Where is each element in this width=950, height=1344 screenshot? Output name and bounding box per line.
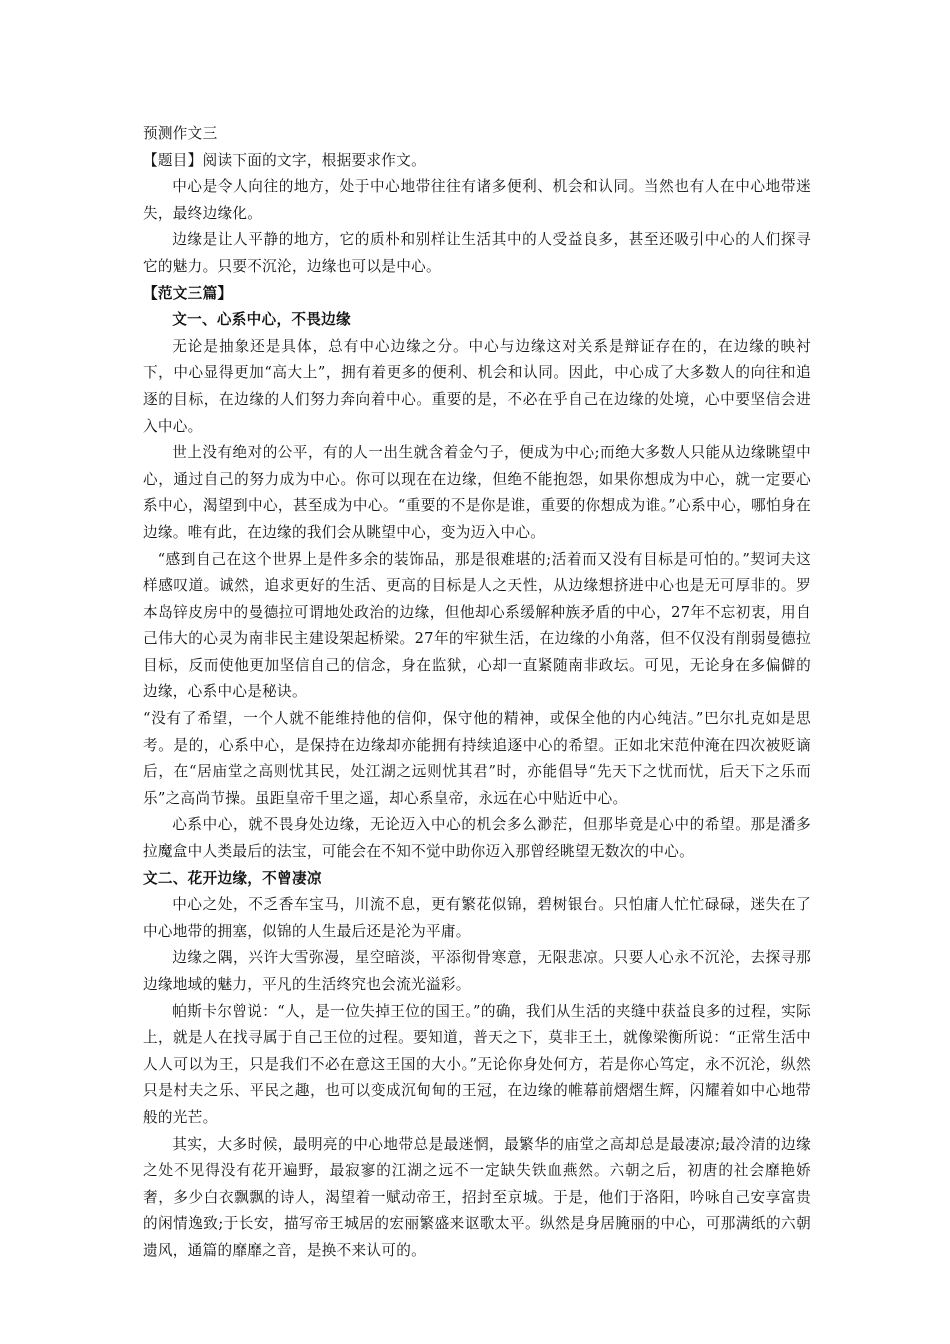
essay-2-paragraph: 中心之处，不乏香车宝马，川流不息，更有繁花似锦，碧树银台。只怕庸人忙忙碌碌，迷失在了中心地带的拥塞，似锦的人生最后还是沦为平庸。: [143, 896, 811, 940]
section-label: 【范文三篇】: [143, 284, 233, 302]
prompt-paragraph: 边缘是让人平静的地方，它的质朴和别样让生活其中的人受益良多，甚至还吸引中心的人们探寻它的魅力。只要不沉沦，边缘也可以是中心。: [143, 231, 811, 275]
document-page: [143, 121, 811, 1265]
essay-2-paragraph: 其实，大多时候，最明亮的中心地带总是最迷惘，最繁华的庙堂之高却总是最凄凉;最冷清的边缘之处不见得没有花开遍野，最寂寥的江湖之远不一定缺失铁血燕然。六朝之后，初唐的社会靡艳娇奢，多少白衣飘飘的诗人，渴望着一赋动帝王，招封至京城。于是，他们于洛阳，吟咏自己安享富贵的闲情逸致;于长安，描写帝王城居的宏丽繁盛来讴歌太平。纵然是身居腌丽的中心，可那满纸的六朝遗风，通篇的靡靡之音，是换不来认可的。: [143, 1135, 811, 1259]
prompt-line: [143, 148, 811, 175]
prompt-label: 【题目】: [143, 151, 203, 169]
essay-1-paragraph: 无论是抽象还是具体，总有中心边缘之分。中心与边缘这对关系是辩证存在的，在边缘的映衬下，中心显得更加“高大上”，拥有着更多的便利、机会和认同。因此，中心成了大多数人的向往和追逐的目标，在边缘的人们努力奔向着中心。重要的是，不必在乎自己在边缘的处境，心中要坚信会进入中心。: [143, 337, 811, 435]
prompt-text: 阅读下面的文字，根据要求作文。: [202, 151, 426, 169]
document-header: 预测作文三: [143, 125, 218, 142]
essay-1-title: 文一、心系中心，不畏边缘: [172, 311, 351, 329]
essay-2-paragraph: 边缘之隅，兴许大雪弥漫，星空暗淡，平添彻骨寒意，无限悲凉。只要人心永不沉沦，去探寻那边缘地域的魅力，平凡的生活终究也会流光溢彩。: [143, 949, 811, 993]
essay-1-paragraph: “没有了希望，一个人就不能维持他的信仰，保守他的精神，或保全他的内心纯洁。”巴尔扎克如是思考。是的，心系中心，是保持在边缘却亦能拥有持续追逐中心的希望。正如北宋范仲淹在四次被贬谪后，在“居庙堂之高则忧其民，处江湖之远则忧其君”时，亦能倡导“先天下之忧而忧，后天下之乐而乐”之高尚节操。虽距皇帝千里之遥，却心系皇帝，永远在心中贴近中心。: [143, 710, 811, 807]
essay-1-paragraph: 世上没有绝对的公平，有的人一出生就含着金勺子，便成为中心;而绝大多数人只能从边缘眺望中心，通过自己的努力成为中心。你可以现在在边缘，但绝不能抱怨，如果你想成为中心，就一定要心系中心，渴望到中心，甚至成为中心。“重要的不是你是谁，重要的你想成为谁。”心系中心，哪怕身在边缘。唯有此，在边缘的我们会从眺望中心，变为迈入中心。: [143, 444, 811, 541]
essay-1-paragraph: 心系中心，就不畏身处边缘，无论迈入中心的机会多么渺茫，但那毕竟是心中的希望。那是潘多拉魔盒中人类最后的法宝，可能会在不知不觉中助你迈入那曾经眺望无数次的中心。: [143, 816, 811, 861]
essay-1-paragraph: “感到自己在这个世界上是件多余的装饰品，那是很难堪的;活着而又没有目标是可怕的。”契诃夫这样感叹道。诚然，追求更好的生活、更高的目标是人之天性，从边缘想挤进中心也是无可厚非的。罗本岛锌皮房中的曼德拉可谓地处政治的边缘，但他却心系缓解种族矛盾的中心，27年不忘初衷，用自己伟大的心灵为南非民主建设架起桥梁。27年的牢狱生活，在边缘的小角落，但不仅没有削弱曼德拉目标，反而使他更加坚信自己的信念，身在监狱，心却一直紧随南非政坛。可见，无论身在多偏僻的边缘，心系中心是秘诀。: [143, 550, 811, 701]
essay-2-paragraph: 帕斯卡尔曾说：“人，是一位失掉王位的国王。”的确，我们从生活的夹缝中获益良多的过程，实际上，就是人在找寻属于自己王位的过程。要知道，普天之下，莫非王土，就像梁衡所说：“正常生活中人人可以为王，只是我们不必在意这王国的大小。”无论你身处何方，若是你心笃定，永不沉沦，纵然只是村夫之乐、平民之趣，也可以变成沉甸甸的王冠，在边缘的帷幕前熠熠生辉，闪耀着如中心地带般的光芒。: [143, 1002, 811, 1126]
essay-2-title: 文二、花开边缘，不曾凄凉: [143, 869, 322, 887]
prompt-paragraph: 中心是令人向往的地方，处于中心地带往往有诸多便利、机会和认同。当然也有人在中心地带迷失，最终边缘化。: [143, 178, 811, 222]
